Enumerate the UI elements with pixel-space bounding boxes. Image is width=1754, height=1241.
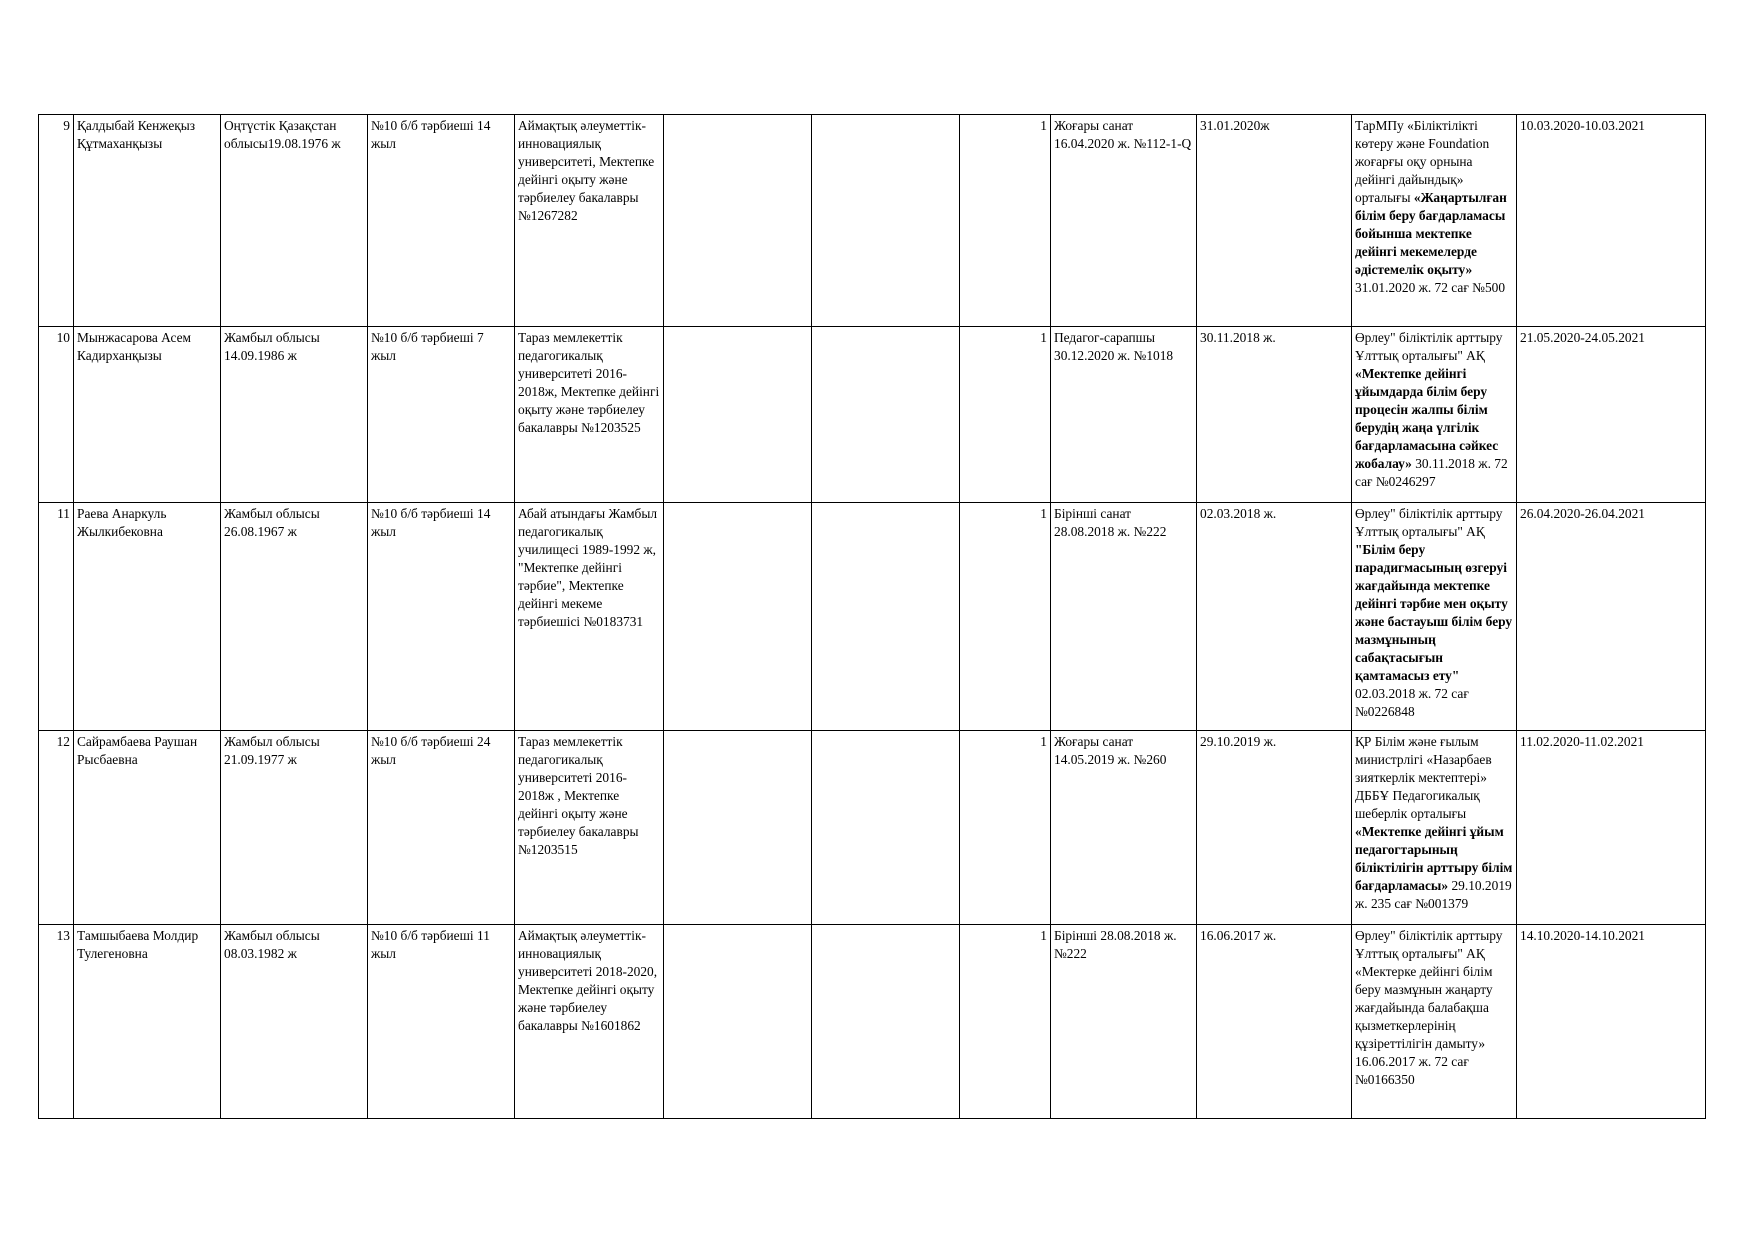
- position-cell: [368, 115, 515, 327]
- education-text: Тараз мемлекеттік педагогикалық университеті 2016-2018ж , Мектепке дейінгі оқыту және тәрбиелеу бакалавры №1203515: [518, 734, 639, 857]
- course-details: 30.11.2018 ж. 72 сағ №0246297: [1355, 456, 1508, 489]
- name-cell: [74, 731, 221, 925]
- cert-date-cell: 30.11.2018 ж.: [1197, 327, 1352, 503]
- position-text: №10 б/б тәрбиеші 24 жыл: [371, 734, 491, 767]
- course-title: «Мектепке дейінгі ұйым педагогтарының біліктілігін арттыру білім бағдарламасы»: [1355, 824, 1513, 893]
- cert-date-cell: 16.06.2017 ж.: [1197, 925, 1352, 1119]
- education-cell: [515, 731, 664, 925]
- empty-cell: [812, 503, 960, 731]
- course-text: [1355, 927, 1513, 1089]
- count-cell: 1: [960, 115, 1051, 327]
- course-provider: Өрлеу" біліктілік арттыру Ұлттық орталығы" АҚ: [1355, 506, 1503, 539]
- row-number: 12: [39, 731, 74, 925]
- course-provider: ТарМПу «Біліктілікті көтеру және Foundation жоғарғы оқу орнына дейінгі дайындық» орталығы: [1355, 118, 1490, 205]
- row-number: 11: [39, 503, 74, 731]
- position-text: №10 б/б тәрбиеші 14 жыл: [371, 506, 491, 539]
- period-cell: 21.05.2020-24.05.2021: [1517, 327, 1706, 503]
- period-cell: 11.02.2020-11.02.2021: [1517, 731, 1706, 925]
- birth-cell: [221, 731, 368, 925]
- birth-cell: [221, 327, 368, 503]
- category-text: Бірінші санат 28.08.2018 ж. №222: [1054, 506, 1167, 539]
- education-text: Тараз мемлекеттік педагогикалық университеті 2016-2018ж, Мектепке дейінгі оқыту және тәрбиелеу бакалавры №1203525: [518, 330, 660, 435]
- empty-cell: [664, 503, 812, 731]
- category-cell: [1051, 925, 1197, 1119]
- education-cell: [515, 925, 664, 1119]
- birth-text: Жамбыл облысы 14.09.1986 ж: [224, 330, 320, 363]
- position-cell: [368, 925, 515, 1119]
- empty-cell: [664, 115, 812, 327]
- course-provider: ҚР Білім және ғылым министрлігі «Назарбаев зияткерлік мектептері» ДББҰ Педагогикалық шеберлік орталығы: [1355, 734, 1492, 821]
- position-text: №10 б/б тәрбиеші 11 жыл: [371, 928, 490, 961]
- birth-cell: [221, 115, 368, 327]
- table-row: [39, 115, 1706, 327]
- name-text: Раева Анаркуль Жылкибековна: [77, 506, 167, 539]
- birth-text: Жамбыл облысы 26.08.1967 ж: [224, 506, 320, 539]
- count-cell: 1: [960, 925, 1051, 1119]
- table-row: [39, 731, 1706, 925]
- row-number: 9: [39, 115, 74, 327]
- empty-cell: [664, 327, 812, 503]
- course-title: «Мектепке дейінгі ұйымдарда білім беру процесін жалпы білім берудің жаңа үлгілік бағдарламасына сәйкес жобалау»: [1355, 366, 1499, 471]
- category-text: Жоғары санат 16.04.2020 ж. №112-1-Q: [1054, 118, 1192, 151]
- row-number: 10: [39, 327, 74, 503]
- course-title: «Жаңартылған білім беру бағдарламасы бойынша мектепке дейінгі мекемелерде әдістемелік оқыту»: [1355, 190, 1507, 277]
- empty-cell: [812, 731, 960, 925]
- empty-cell: [812, 115, 960, 327]
- course-text: [1355, 117, 1513, 297]
- name-text: Тамшыбаева Молдир Тулегеновна: [77, 928, 199, 961]
- course-title: "Білім беру парадигмасының өзгеруі жағдайында мектепке дейінгі тәрбие мен оқыту және бастауыш білім беру мазмұнының сабақтасығын қамтамасыз ету": [1355, 542, 1513, 683]
- category-text: Жоғары санат 14.05.2019 ж. №260: [1054, 734, 1167, 767]
- course-cell: [1352, 327, 1517, 503]
- period-cell: 10.03.2020-10.03.2021: [1517, 115, 1706, 327]
- birth-text: Жамбыл облысы 21.09.1977 ж: [224, 734, 320, 767]
- birth-cell: [221, 925, 368, 1119]
- birth-text: Жамбыл облысы 08.03.1982 ж: [224, 928, 320, 961]
- category-text: Педагог-сарапшы 30.12.2020 ж. №1018: [1054, 330, 1174, 363]
- position-cell: [368, 503, 515, 731]
- education-text: Аймақтық әлеуметтік-инновациялық университеті, Мектепке дейінгі оқыту және тәрбиелеу бакалавры №1267282: [518, 118, 655, 223]
- table-row: [39, 503, 1706, 731]
- empty-cell: [812, 327, 960, 503]
- category-cell: [1051, 503, 1197, 731]
- course-text: [1355, 733, 1513, 913]
- name-cell: [74, 327, 221, 503]
- staff-table: [38, 114, 1706, 1119]
- table-body: [39, 115, 1706, 1119]
- course-details: 02.03.2018 ж. 72 сағ №0226848: [1355, 686, 1469, 719]
- cert-date-cell: 31.01.2020ж: [1197, 115, 1352, 327]
- education-cell: [515, 503, 664, 731]
- education-text: Аймақтық әлеуметтік-инновациялық университеті 2018-2020, Мектепке дейінгі оқыту және тәрбиелеу бакалавры №1601862: [518, 928, 658, 1033]
- name-text: Қалдыбай Кенжеқыз Құтмаханқызы: [77, 118, 196, 151]
- course-cell: [1352, 115, 1517, 327]
- position-text: №10 б/б тәрбиеші 7 жыл: [371, 330, 484, 363]
- count-cell: 1: [960, 327, 1051, 503]
- course-provider: Өрлеу" біліктілік арттыру Ұлттық орталығы" АҚ «Мектерке дейінгі білім беру мазмұнын жаңарту жағдайында балабақша қызметкерлерінің құзіреттілігін дамыту» 16.06.2017 ж. 72 сағ №0166350: [1355, 928, 1503, 1087]
- category-cell: [1051, 327, 1197, 503]
- period-cell: 14.10.2020-14.10.2021: [1517, 925, 1706, 1119]
- row-number: 13: [39, 925, 74, 1119]
- position-text: №10 б/б тәрбиеші 14 жыл: [371, 118, 491, 151]
- table-row: [39, 327, 1706, 503]
- empty-cell: [664, 731, 812, 925]
- education-text: Абай атындағы Жамбыл педагогикалық училищесі 1989-1992 ж, "Мектепке дейінгі тәрбие", Мектепке дейінгі мекеме тәрбиешісі №0183731: [518, 506, 658, 629]
- empty-cell: [812, 925, 960, 1119]
- course-cell: [1352, 731, 1517, 925]
- count-cell: 1: [960, 731, 1051, 925]
- course-details: 31.01.2020 ж. 72 сағ №500: [1355, 280, 1506, 295]
- name-cell: [74, 115, 221, 327]
- birth-text: Оңтүстік Қазақстан облысы19.08.1976 ж: [224, 118, 341, 151]
- education-cell: [515, 115, 664, 327]
- category-cell: [1051, 731, 1197, 925]
- course-text: [1355, 505, 1513, 721]
- course-cell: [1352, 503, 1517, 731]
- course-details: 29.10.2019 ж. 235 сағ №001379: [1355, 878, 1512, 911]
- category-cell: [1051, 115, 1197, 327]
- category-text: Бірінші 28.08.2018 ж. №222: [1054, 928, 1177, 961]
- period-cell: 26.04.2020-26.04.2021: [1517, 503, 1706, 731]
- birth-cell: [221, 503, 368, 731]
- name-cell: [74, 925, 221, 1119]
- cert-date-cell: 02.03.2018 ж.: [1197, 503, 1352, 731]
- course-text: [1355, 329, 1513, 491]
- position-cell: [368, 731, 515, 925]
- empty-cell: [664, 925, 812, 1119]
- name-text: Мынжасарова Асем Кадирханқызы: [77, 330, 192, 363]
- position-cell: [368, 327, 515, 503]
- table-row: [39, 925, 1706, 1119]
- course-provider: Өрлеу" біліктілік арттыру Ұлттық орталығы" АҚ: [1355, 330, 1503, 363]
- education-cell: [515, 327, 664, 503]
- cert-date-cell: 29.10.2019 ж.: [1197, 731, 1352, 925]
- course-cell: [1352, 925, 1517, 1119]
- name-cell: [74, 503, 221, 731]
- count-cell: 1: [960, 503, 1051, 731]
- name-text: Сайрамбаева Раушан Рысбаевна: [77, 734, 198, 767]
